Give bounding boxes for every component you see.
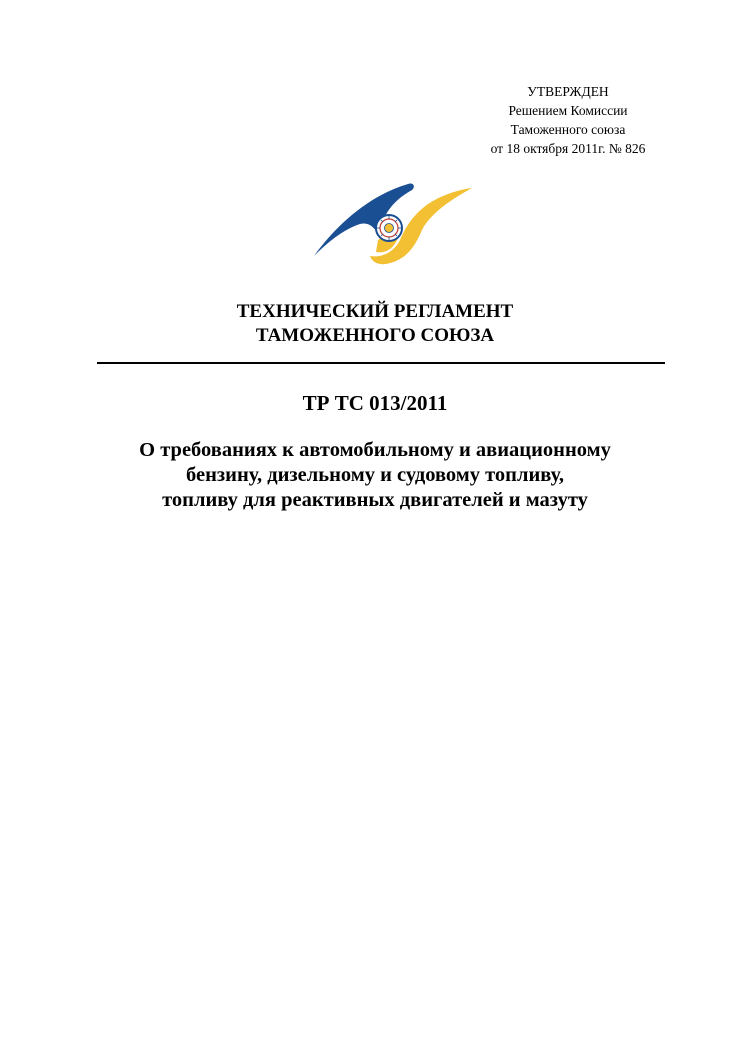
approval-stamp-block <box>458 82 678 158</box>
subject-line-1: О требованиях к автомобильному и авиационному <box>139 439 611 461</box>
approval-commission: Таможенного союза <box>510 122 626 137</box>
subject-line-2: бензину, дизельному и судовому топливу, <box>186 464 564 486</box>
approval-date: от 18 октября 2011г. № 826 <box>490 141 646 156</box>
emblem-seal-core <box>385 224 394 233</box>
approval-decision: Решением Комиссии <box>508 103 628 118</box>
document-subject <box>0 438 750 513</box>
heading-line-2: ТАМОЖЕННОГО СОЮЗА <box>255 325 495 346</box>
document-number: ТР ТС 013/2011 <box>302 391 448 415</box>
customs-union-emblem-icon <box>312 178 474 266</box>
subject-line-3: топливу для реактивных двигателей и мазуту <box>162 489 588 511</box>
regulation-heading <box>0 300 750 348</box>
heading-line-1: ТЕХНИЧЕСКИЙ РЕГЛАМЕНТ <box>236 301 514 322</box>
heading-divider <box>97 362 665 364</box>
approval-title: УТВЕРЖДЕН <box>527 84 609 99</box>
